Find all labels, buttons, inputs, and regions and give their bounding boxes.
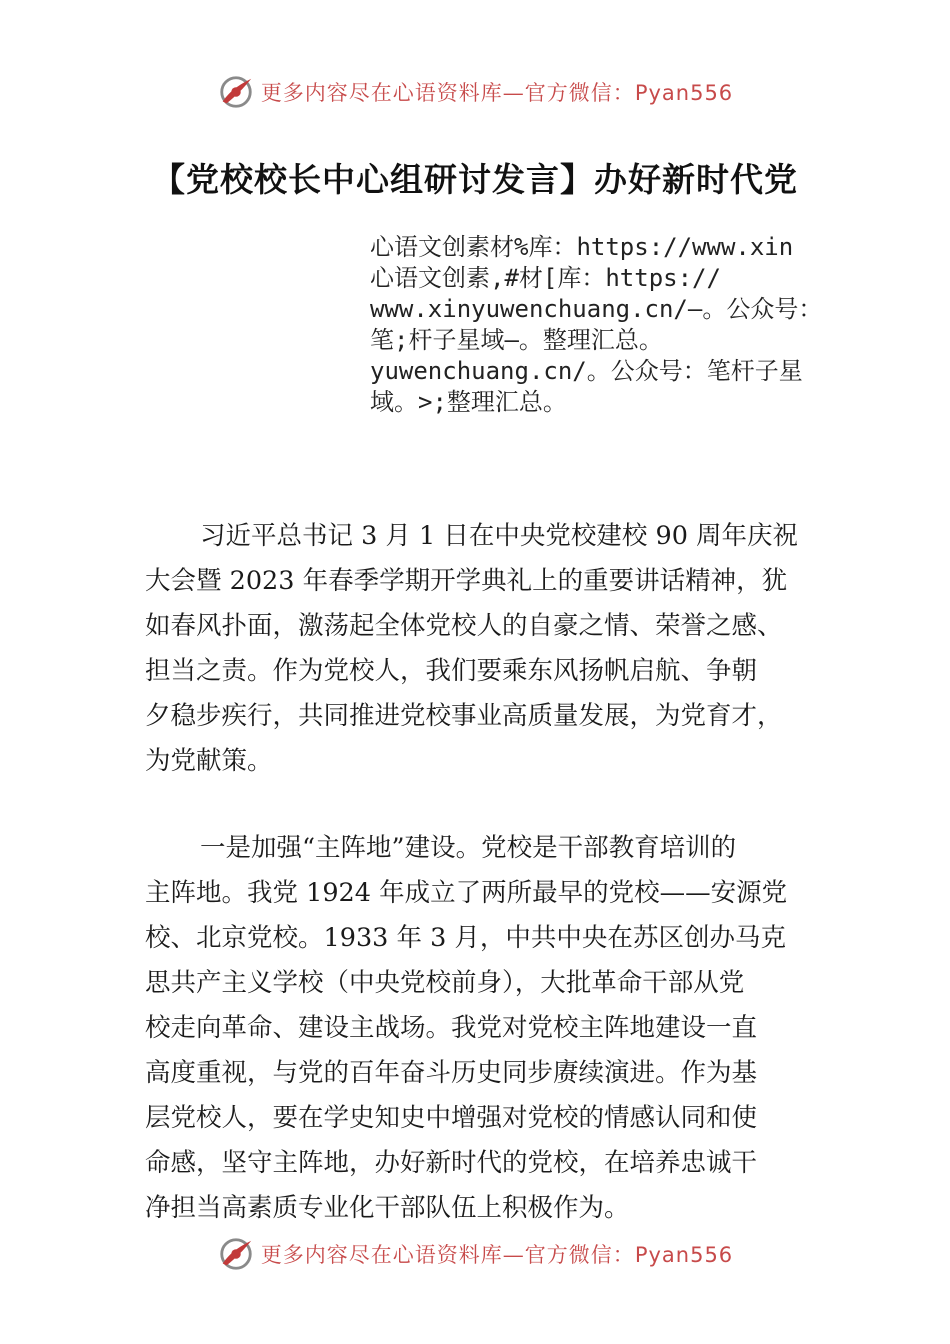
paragraph-line: 一是加强“主阵地”建设。党校是干部教育培训的 <box>200 833 737 863</box>
paragraph-intro <box>145 514 835 784</box>
paragraph-line: 命感，坚守主阵地，办好新时代的党校，在培养忠诚干 <box>145 1148 758 1178</box>
paragraph-line: 习近平总书记 3 月 1 日在中央党校建校 90 周年庆祝 <box>200 521 799 551</box>
paragraph-line: 净担当高素质专业化干部队伍上积极作为。 <box>145 1193 630 1223</box>
source-note-line: 域。>;整理汇总。 <box>370 388 567 416</box>
brush-logo-icon <box>217 1235 255 1273</box>
source-note-line: www.xinyuwenchuang.cn/—。公众号： <box>370 295 823 323</box>
header-banner <box>0 70 950 114</box>
paragraph-line: 主阵地。我党 1924 年成立了两所最早的党校——安源党 <box>145 878 788 908</box>
source-note-line: yuwenchuang.cn/。公众号：笔杆子星 <box>370 357 803 385</box>
source-note-line: 笔;杆子星域—。整理汇总。 <box>370 326 663 354</box>
paragraph-line: 大会暨 2023 年春季学期开学典礼上的重要讲话精神，犹 <box>145 566 788 596</box>
source-note-line: 心语文创素,#材[库：https:// <box>370 264 721 292</box>
paragraph-line: 高度重视，与党的百年奋斗历史同步赓续演进。作为基 <box>145 1058 758 1088</box>
paragraph-line: 校走向革命、建设主战场。我党对党校主阵地建设一直 <box>145 1013 758 1043</box>
paragraph-main-position <box>145 826 835 1231</box>
document-title: 【党校校长中心组研讨发言】办好新时代党 <box>152 160 798 199</box>
source-note <box>370 232 840 418</box>
footer-banner-text <box>261 1239 733 1269</box>
paragraph-line: 思共产主义学校（中央党校前身），大批革命干部从党 <box>145 968 745 998</box>
paragraph-line: 如春风扑面，激荡起全体党校人的自豪之情、荣誉之感、 <box>145 611 783 641</box>
header-banner-account: Pyan556 <box>634 81 734 105</box>
paragraph-line: 夕稳步疾行，共同推进党校事业高质量发展，为党育才， <box>145 701 783 731</box>
paragraph-line: 校、北京党校。1933 年 3 月，中共中央在苏区创办马克 <box>145 923 786 953</box>
paragraph-line: 层党校人，要在学史知史中增强对党校的情感认同和使 <box>145 1103 758 1133</box>
header-banner-text <box>261 77 733 107</box>
header-banner-label: 更多内容尽在心语资料库—官方微信： <box>260 81 635 105</box>
footer-banner-account: Pyan556 <box>634 1243 734 1267</box>
paragraph-line: 为党献策。 <box>145 746 273 776</box>
source-note-line: 心语文创素材%库：https://www.xin <box>370 233 794 261</box>
brush-logo-icon <box>217 73 255 111</box>
footer-banner-label: 更多内容尽在心语资料库—官方微信： <box>260 1243 635 1267</box>
paragraph-line: 担当之责。作为党校人，我们要乘东风扬帆启航、争朝 <box>145 656 758 686</box>
footer-banner <box>0 1232 950 1276</box>
